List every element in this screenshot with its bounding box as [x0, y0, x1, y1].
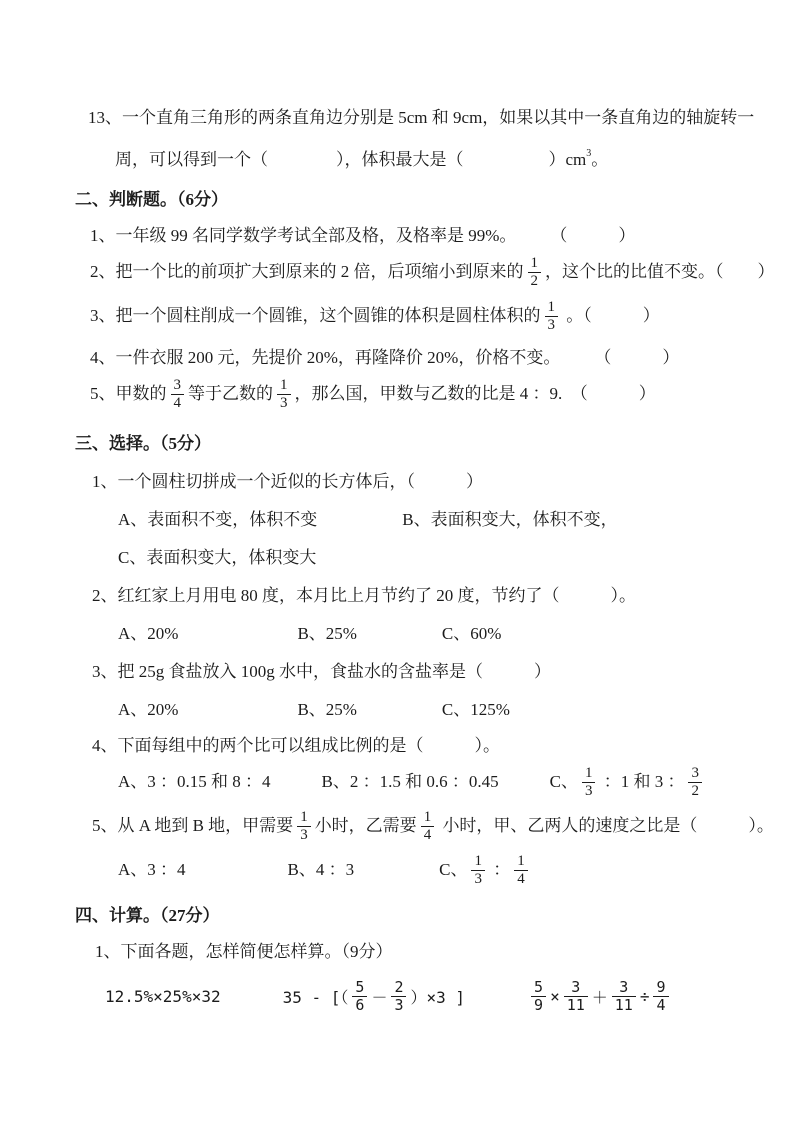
- choice-question-4-stem: [92, 734, 748, 758]
- calc-expression-3: [527, 979, 672, 1014]
- text-segment: 。（ ）: [562, 306, 660, 325]
- fraction: $\frac{1}{3}$: [297, 809, 311, 844]
- text-segment: A、20% B、25% C、125%: [118, 700, 510, 719]
- calc-expression-2: [283, 979, 465, 1014]
- calc-expressions-row: [105, 970, 748, 1022]
- fraction: $\frac{2}{3}$: [391, 979, 406, 1014]
- text-segment: 等于乙数的: [188, 384, 273, 403]
- text-segment: ：: [488, 860, 511, 879]
- text-segment: ）×3 ]: [410, 987, 466, 1007]
- text-segment: ：1 和 3 ：: [599, 772, 685, 791]
- choice-question-4-options: [118, 760, 748, 804]
- text-segment: 4、下面每组中的两个比可以组成比例的是（ ）。: [92, 736, 500, 755]
- judgment-section-title: 二、判断题。（6分）: [75, 190, 228, 209]
- text-segment: 13、一个直角三角形的两条直角边分别是 5cm 和 9cm，如果以其中一条直角边的轴旋转一: [88, 108, 755, 127]
- choice-question-3-options: [118, 698, 748, 722]
- text-segment: 2、把一个比的前项扩大到原来的 2 倍，后项缩小到原来的: [90, 262, 524, 281]
- text-segment: 5、从 A 地到 B 地，甲需要: [92, 816, 294, 835]
- text-segment: A、3 ：4 B、4 ：3 C、: [118, 860, 468, 879]
- judgment-question-5: [90, 372, 748, 416]
- text-segment: ＋: [591, 987, 608, 1007]
- choice-question-1-options-ab: [118, 508, 748, 532]
- choice-question-1-stem: [92, 470, 748, 494]
- choice-question-5-options: [118, 848, 748, 892]
- text-segment: 3、把一个圆柱削成一个圆锥，这个圆锥的体积是圆柱体积的: [90, 306, 541, 325]
- text-segment: 12.5%×25%×32: [105, 986, 221, 1006]
- text-segment: 1、一年级 99 名同学数学考试全部及格，及格率是 99%。 （ ）: [90, 226, 636, 245]
- text-segment: 周，可以得到一个（ ），体积最大是（ ）cm: [115, 150, 587, 169]
- choice-question-5-stem: [92, 804, 774, 848]
- fraction: $\frac{3}{2}$: [688, 765, 702, 800]
- fraction: $\frac{3}{4}$: [171, 377, 185, 412]
- choice-question-3-stem: [92, 660, 748, 684]
- fraction: $\frac{1}{3}$: [277, 377, 291, 412]
- text-segment: 35 - [（: [282, 987, 349, 1007]
- text-segment: A、20% B、25% C、60%: [118, 624, 502, 643]
- fraction: $\frac{3}{11}$: [564, 979, 588, 1014]
- fraction: $\frac{1}{4}$: [421, 809, 435, 844]
- question-13-line1: [88, 106, 755, 130]
- text-segment: －: [371, 987, 388, 1007]
- superscript: 3: [586, 148, 592, 159]
- text-segment: 4、一件衣服 200 元，先提价 20%，再隆降价 20%，价格不变。 （ ）: [90, 348, 680, 367]
- choice-question-1-option-c: [118, 546, 748, 570]
- text-segment: 5、甲数的: [90, 384, 167, 403]
- text-segment: 3、把 25g 食盐放入 100g 水中，食盐水的含盐率是（ ）: [92, 662, 551, 681]
- text-segment: ，这个比的比值不变。（ ）: [545, 262, 775, 281]
- judgment-question-4: [90, 346, 748, 370]
- question-13-line2: [115, 148, 748, 172]
- text-segment: 。: [591, 150, 609, 169]
- text-segment: 小时，乙需要: [314, 816, 417, 835]
- calc-expression-1: [105, 987, 221, 1006]
- text-segment: A、3 ：0.15 和 8 ：4 B、2 ：1.5 和 0.6 ：0.45 C、: [118, 772, 578, 791]
- choice-section-title: 三、选择。（5分）: [75, 434, 211, 453]
- fraction: $\frac{3}{11}$: [612, 979, 636, 1014]
- judgment-question-1: [90, 224, 748, 248]
- text-segment: ÷: [639, 986, 650, 1006]
- fraction: $\frac{9}{4}$: [653, 979, 668, 1014]
- fraction: $\frac{1}{2}$: [528, 255, 542, 290]
- fraction: $\frac{5}{9}$: [531, 979, 546, 1014]
- fraction: $\frac{1}{4}$: [514, 853, 528, 888]
- judgment-question-2: [90, 250, 775, 294]
- fraction: $\frac{1}{3}$: [582, 765, 596, 800]
- choice-question-2-options: [118, 622, 748, 646]
- calculation-section-title: 四、计算。（27分）: [75, 906, 220, 925]
- choice-question-2-stem: [92, 584, 748, 608]
- text-segment: A、表面积不变，体积不变 B、表面积变大，体积不变，: [118, 510, 618, 529]
- text-segment: 小时，甲、乙两人的速度之比是（ ）。: [438, 816, 774, 835]
- text-segment: 2、红红家上月用电 80 度，本月比上月节约了 20 度，节约了（ ）。: [92, 586, 636, 605]
- text-segment: ，那么国，甲数与乙数的比是 4 ：9. （ ）: [294, 384, 656, 403]
- fraction: $\frac{5}{6}$: [352, 979, 367, 1014]
- text-segment: C、表面积变大，体积变大: [118, 548, 317, 567]
- fraction: $\frac{1}{3}$: [471, 853, 485, 888]
- judgment-question-3: [90, 294, 748, 338]
- fraction: $\frac{1}{3}$: [545, 299, 559, 334]
- text-segment: ×: [550, 986, 560, 1006]
- calc-instruction: 1、下面各题，怎样简便怎样算。（9分）: [95, 942, 393, 961]
- text-segment: 1、一个圆柱切拼成一个近似的长方体后，（ ）: [92, 472, 483, 491]
